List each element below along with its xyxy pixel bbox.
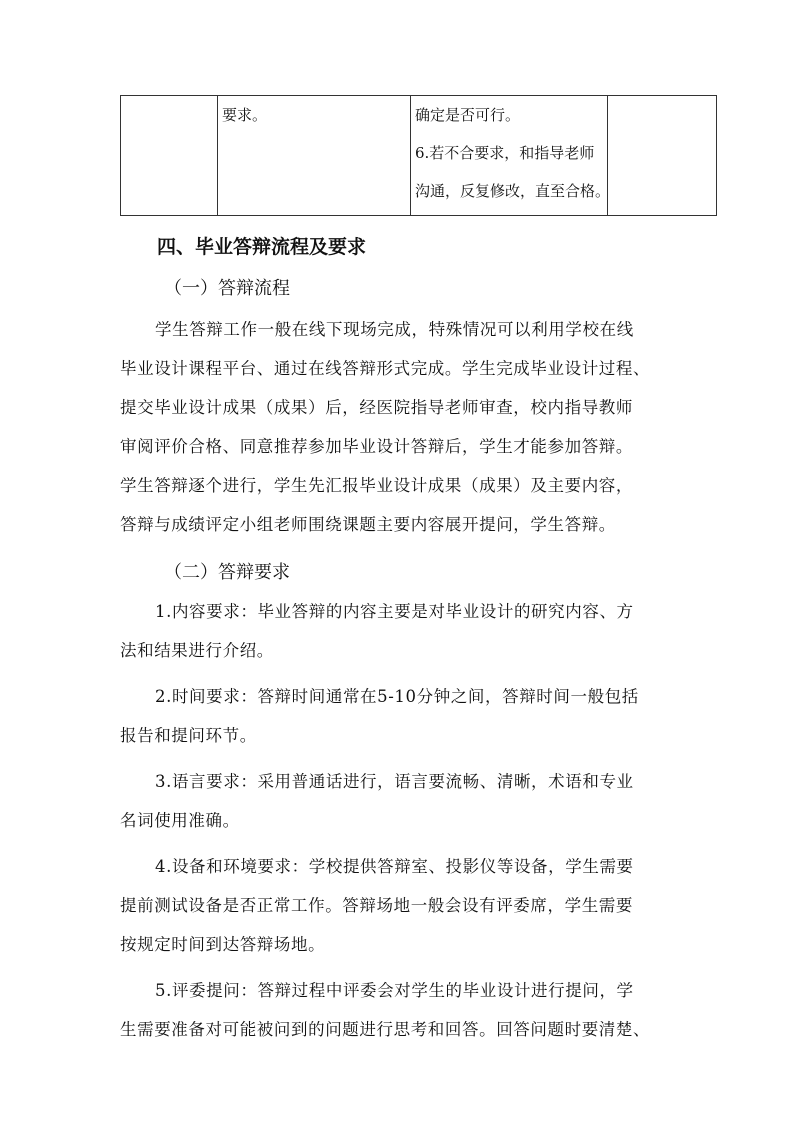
table-row <box>121 96 717 216</box>
table-cell-empty-1 <box>121 96 218 216</box>
paragraph-line: 审阅评价合格、同意推荐参加毕业设计答辩后，学生才能参加答辩。 <box>120 437 633 456</box>
paragraph-line: 毕业设计课程平台、通过在线答辩形式完成。学生完成毕业设计过程、 <box>120 359 651 378</box>
table-cell-col3 <box>411 96 611 216</box>
subsection-heading-1: （一）答辩流程 <box>164 278 290 299</box>
paragraph-line: 提交毕业设计成果（成果）后，经医院指导老师审查，校内指导教师 <box>120 398 633 417</box>
list-item-line: 生需要准备对可能被问到的问题进行思考和回答。回答问题时要清楚、 <box>120 1020 651 1039</box>
table-cell-empty-4 <box>608 96 717 216</box>
list-item-line: 1.内容要求：毕业答辩的内容主要是对毕业设计的研究内容、方 <box>155 602 634 621</box>
list-item-line: 4.设备和环境要求：学校提供答辩室、投影仪等设备，学生需要 <box>155 857 634 876</box>
list-item-line: 按规定时间到达答辩场地。 <box>120 935 326 954</box>
list-item-line: 名词使用准确。 <box>120 811 240 830</box>
paragraph-line: 学生答辩逐个进行，学生先汇报毕业设计成果（成果）及主要内容， <box>120 476 633 495</box>
list-item-line: 法和结果进行介绍。 <box>120 641 274 660</box>
list-item-line: 2.时间要求：答辩时间通常在5-10分钟之间，答辩时间一般包括 <box>155 687 639 706</box>
table-cell-col2 <box>218 96 411 216</box>
cell-text: 确定是否可行。 <box>415 106 521 124</box>
paragraph-line: 学生答辩工作一般在线下现场完成，特殊情况可以利用学校在线 <box>155 320 634 339</box>
cell-text: 6.若不合要求，和指导老师 <box>415 144 595 162</box>
list-item-line: 3.语言要求：采用普通话进行，语言要流畅、清晰，术语和专业 <box>155 772 634 791</box>
list-item-line: 提前测试设备是否正常工作。答辩场地一般会设有评委席，学生需要 <box>120 896 633 915</box>
subsection-heading-2: （二）答辩要求 <box>164 562 290 583</box>
list-item-line: 报告和提问环节。 <box>120 726 257 745</box>
cell-text: 沟通，反复修改，直至合格。 <box>415 182 611 200</box>
section-heading: 四、毕业答辩流程及要求 <box>157 236 367 258</box>
cell-text: 要求。 <box>222 106 268 124</box>
paragraph-line: 答辩与成绩评定小组老师围绕课题主要内容展开提问，学生答辩。 <box>120 515 616 534</box>
list-item-line: 5.评委提问：答辩过程中评委会对学生的毕业设计进行提问，学 <box>155 981 634 1000</box>
continued-table <box>120 95 717 216</box>
